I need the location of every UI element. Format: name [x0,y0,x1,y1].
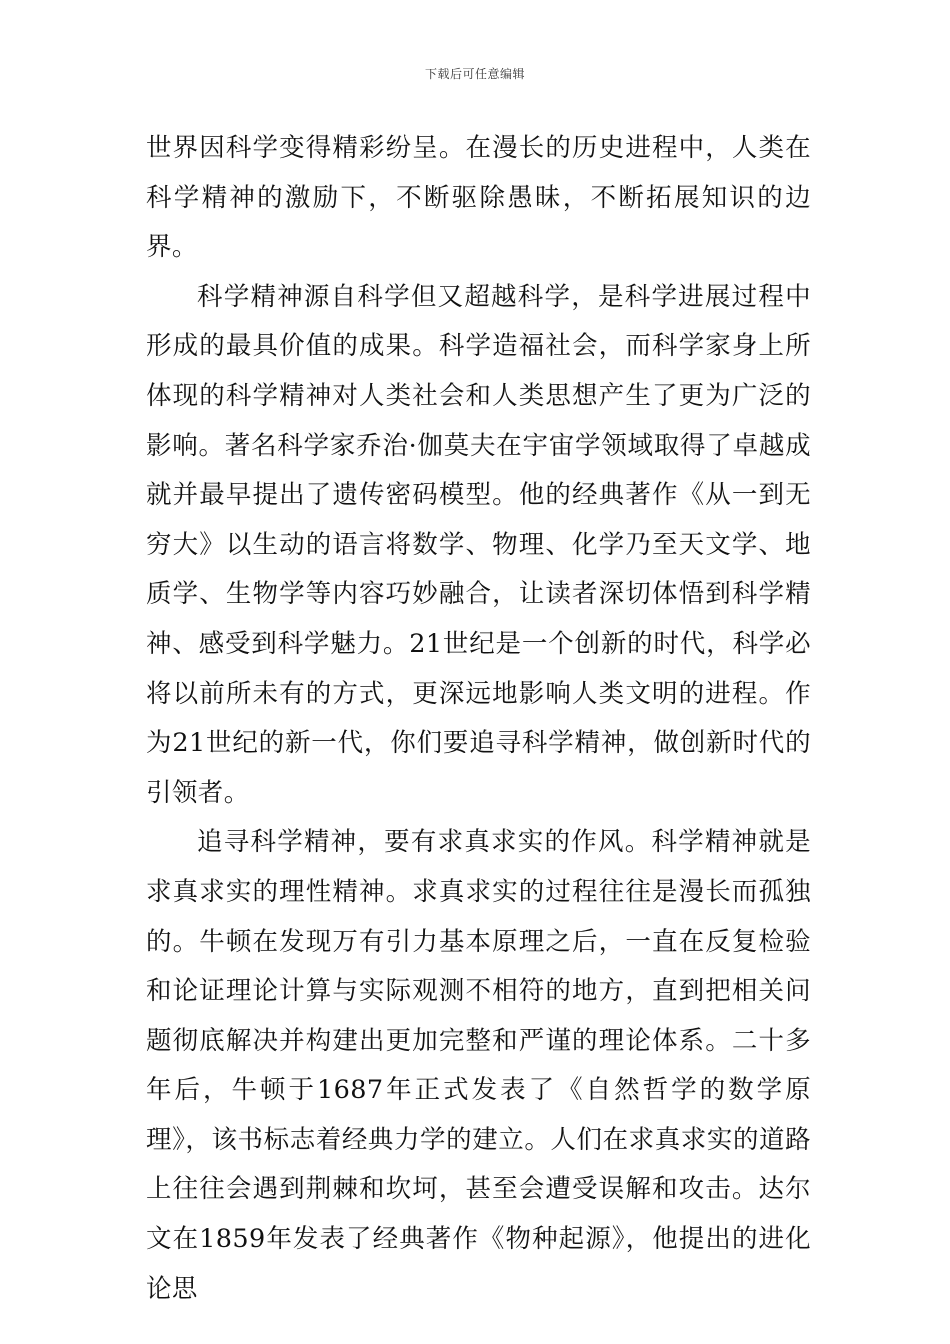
document-body [146,124,811,1314]
page-header: 下载后可任意编辑 [424,67,525,81]
paragraph-2: 科学精神源自科学但又超越科学，是科学进展过程中形成的最具价值的成果。科学造福社会，而科学家身上所体现的科学精神对人类社会和人类思想产生了更为广泛的影响。著名科学家乔治·伽莫夫在宇宙学领域取得了卓越成就并最早提出了遗传密码模型。他的经典著作《从一到无穷大》以生动的语言将数学、物理、化学乃至天文学、地质学、生物学等内容巧妙融合，让读者深切体悟到科学精神、感受到科学魅力。21世纪是一个创新的时代，科学必将以前所未有的方式，更深远地影响人类文明的进程。作为21世纪的新一代，你们要追寻科学精神，做创新时代的引领者。 [146,281,811,808]
paragraph-1: 世界因科学变得精彩纷呈。在漫长的历史进程中，人类在科学精神的激励下，不断驱除愚昧，不断拓展知识的边界。 [146,133,811,263]
paragraph-3: 追寻科学精神，要有求真求实的作风。科学精神就是求真求实的理性精神。求真求实的过程往往是漫长而孤独的。牛顿在发现万有引力基本原理之后，一直在反复检验和论证理论计算与实际观测不相符的地方，直到把相关问题彻底解决并构建出更加完整和严谨的理论体系。二十多年后，牛顿于1687年正式发表了《自然哲学的数学原理》，该书标志着经典力学的建立。人们在求真求实的道路上往往会遇到荆棘和坎坷，甚至会遭受误解和攻击。达尔文在1859年发表了经典著作《物种起源》，他提出的进化论思 [146,827,811,1304]
